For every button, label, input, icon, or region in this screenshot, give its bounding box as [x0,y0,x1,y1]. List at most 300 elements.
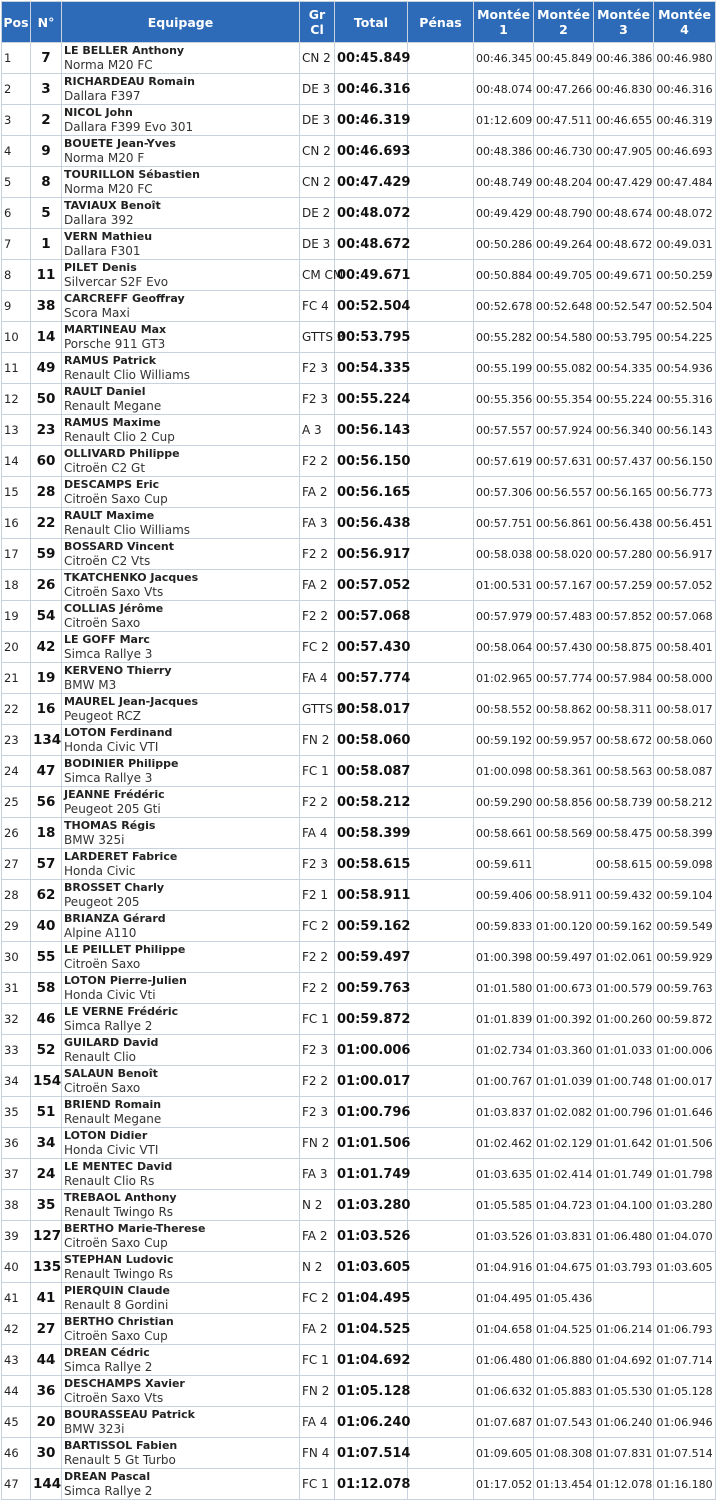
driver-name: LARDERET Fabrice [64,850,178,863]
run-3-time: 00:47.905 [594,136,654,167]
position-cell: 14 [2,446,31,477]
table-row[interactable] [2,632,716,663]
run-2-time: 00:48.790 [534,198,594,229]
car-number-cell: 52 [31,1035,62,1066]
table-row[interactable] [2,1314,716,1345]
run-2-time: 00:58.020 [534,539,594,570]
table-row[interactable] [2,725,716,756]
table-row[interactable] [2,1252,716,1283]
position-cell: 5 [2,167,31,198]
table-row[interactable] [2,694,716,725]
run-2-time: 00:49.705 [534,260,594,291]
driver-name: TKATCHENKO Jacques [64,571,199,584]
run-2-time: 00:58.569 [534,818,594,849]
table-row[interactable] [2,570,716,601]
run-2-time: 00:47.266 [534,74,594,105]
run-2-time: 01:06.880 [534,1345,594,1376]
table-row[interactable] [2,74,716,105]
run-4-time: 00:56.143 [654,415,716,446]
crew-cell [62,198,300,229]
table-row[interactable] [2,911,716,942]
car-number-cell: 34 [31,1128,62,1159]
header-total[interactable]: Total [335,2,408,43]
position-cell: 16 [2,508,31,539]
crew-cell [62,1128,300,1159]
car-model: Honda Civic Vti [64,988,156,1002]
table-row[interactable] [2,1345,716,1376]
car-number-cell: 51 [31,1097,62,1128]
table-row[interactable] [2,663,716,694]
run-2-time: 00:45.849 [534,43,594,74]
driver-name: DESCAMPS Eric [64,478,160,491]
run-4-time: 00:58.060 [654,725,716,756]
penalties-cell [408,446,474,477]
run-3-time: 01:01.749 [594,1159,654,1190]
car-number-cell: 22 [31,508,62,539]
run-3-time: 00:59.162 [594,911,654,942]
penalties-cell [408,787,474,818]
driver-name: BROSSET Charly [64,881,165,894]
table-row[interactable] [2,136,716,167]
run-4-time: 00:58.399 [654,818,716,849]
total-time-cell: 00:56.438 [335,508,408,539]
penalties-cell [408,384,474,415]
table-row[interactable] [2,849,716,880]
driver-name: BERTHO Christian [64,1315,174,1328]
table-row[interactable] [2,477,716,508]
driver-name: MARTINEAU Max [64,323,167,336]
car-model: Citroën C2 Vts [64,554,151,568]
run-3-time: 00:52.547 [594,291,654,322]
group-class-cell: F2 2 [300,973,335,1004]
car-model: BMW M3 [64,678,117,692]
table-row[interactable] [2,601,716,632]
run-3-time: 00:46.655 [594,105,654,136]
table-row[interactable] [2,322,716,353]
run-3-time: 00:58.615 [594,849,654,880]
total-time-cell: 00:53.795 [335,322,408,353]
run-1-time: 00:50.884 [474,260,534,291]
run-2-time: 00:57.483 [534,601,594,632]
penalties-cell [408,1159,474,1190]
group-class-cell: DE 3 [300,105,335,136]
driver-name: BOSSARD Vincent [64,540,175,553]
run-4-time: 00:59.104 [654,880,716,911]
table-row[interactable] [2,105,716,136]
run-1-time: 01:04.495 [474,1283,534,1314]
total-time-cell: 00:59.497 [335,942,408,973]
run-2-time: 00:47.511 [534,105,594,136]
crew-cell [62,1314,300,1345]
table-row[interactable] [2,198,716,229]
table-row[interactable] [2,1376,716,1407]
run-4-time: 01:05.128 [654,1376,716,1407]
run-4-time: 00:59.929 [654,942,716,973]
run-2-time: 01:07.543 [534,1407,594,1438]
run-3-time: 01:00.796 [594,1097,654,1128]
driver-name: MAUREL Jean-Jacques [64,695,198,708]
crew-cell [62,1035,300,1066]
table-row[interactable] [2,43,716,74]
penalties-cell [408,1004,474,1035]
position-cell: 35 [2,1097,31,1128]
crew-cell [62,725,300,756]
car-model: Honda Civic [64,864,136,878]
crew-cell [62,973,300,1004]
table-row[interactable] [2,756,716,787]
table-row[interactable] [2,353,716,384]
total-time-cell: 00:59.162 [335,911,408,942]
crew-cell [62,1376,300,1407]
header-group[interactable]: Gr Cl [300,2,335,43]
car-number-cell: 62 [31,880,62,911]
run-4-time: 00:48.072 [654,198,716,229]
run-4-time: 01:04.070 [654,1221,716,1252]
car-number-cell: 28 [31,477,62,508]
table-row[interactable] [2,942,716,973]
header-run-3[interactable]: Montée 3 [594,2,654,43]
table-row[interactable] [2,1190,716,1221]
run-1-time: 00:57.979 [474,601,534,632]
penalties-cell [408,105,474,136]
header-penalties[interactable]: Pénas [408,2,474,43]
table-row[interactable] [2,880,716,911]
run-3-time [594,1283,654,1314]
table-row[interactable] [2,1035,716,1066]
car-number-cell: 154 [31,1066,62,1097]
run-3-time: 01:04.100 [594,1190,654,1221]
run-3-time: 00:57.852 [594,601,654,632]
group-class-cell: CN 2 [300,136,335,167]
position-cell: 8 [2,260,31,291]
run-3-time: 01:06.214 [594,1314,654,1345]
penalties-cell [408,756,474,787]
crew-cell [62,1469,300,1500]
table-row[interactable] [2,1066,716,1097]
run-2-time: 00:52.648 [534,291,594,322]
driver-name: LOTON Didier [64,1129,148,1142]
penalties-cell [408,601,474,632]
car-number-cell: 50 [31,384,62,415]
run-2-time: 01:00.392 [534,1004,594,1035]
run-1-time: 01:02.462 [474,1128,534,1159]
position-cell: 30 [2,942,31,973]
car-number-cell: 24 [31,1159,62,1190]
car-number-cell: 57 [31,849,62,880]
table-row[interactable] [2,1159,716,1190]
total-time-cell: 01:04.525 [335,1314,408,1345]
position-cell: 29 [2,911,31,942]
run-4-time: 00:54.936 [654,353,716,384]
table-row[interactable] [2,973,716,1004]
penalties-cell [408,291,474,322]
position-cell: 47 [2,1469,31,1500]
position-cell: 42 [2,1314,31,1345]
driver-name: LOTON Pierre-Julien [64,974,187,987]
total-time-cell: 00:48.072 [335,198,408,229]
group-class-cell: FC 2 [300,911,335,942]
run-1-time: 00:48.749 [474,167,534,198]
table-row[interactable] [2,1221,716,1252]
group-class-cell: FA 2 [300,477,335,508]
group-class-cell: FA 4 [300,818,335,849]
car-model: Norma M20 F [64,151,145,165]
run-4-time: 00:52.504 [654,291,716,322]
run-2-time: 00:59.957 [534,725,594,756]
table-row[interactable] [2,1097,716,1128]
run-2-time: 01:04.525 [534,1314,594,1345]
run-2-time: 01:05.436 [534,1283,594,1314]
table-row[interactable] [2,1128,716,1159]
table-row[interactable] [2,1407,716,1438]
run-1-time: 01:03.635 [474,1159,534,1190]
run-1-time: 00:55.282 [474,322,534,353]
car-number-cell: 135 [31,1252,62,1283]
car-number-cell: 46 [31,1004,62,1035]
crew-cell [62,1004,300,1035]
penalties-cell [408,1066,474,1097]
penalties-cell [408,353,474,384]
run-4-time: 01:01.798 [654,1159,716,1190]
penalties-cell [408,942,474,973]
car-model: Renault Megane [64,399,162,413]
crew-cell [62,508,300,539]
table-row[interactable] [2,1438,716,1469]
car-model: Dallara F397 [64,89,141,103]
header-pos[interactable]: Pos [2,2,31,43]
car-model: Citroën Saxo [64,957,141,971]
run-1-time: 01:01.839 [474,1004,534,1035]
crew-cell [62,229,300,260]
run-4-time: 00:46.316 [654,74,716,105]
group-class-cell: F2 3 [300,1035,335,1066]
run-4-time: 00:58.000 [654,663,716,694]
crew-cell [62,1283,300,1314]
penalties-cell [408,415,474,446]
table-row[interactable] [2,291,716,322]
car-number-cell: 1 [31,229,62,260]
penalties-cell [408,694,474,725]
car-number-cell: 42 [31,632,62,663]
run-1-time: 00:46.345 [474,43,534,74]
run-2-time: 01:02.414 [534,1159,594,1190]
car-model: Citroën Saxo [64,1081,141,1095]
crew-cell [62,384,300,415]
car-model: Renault Megane [64,1112,162,1126]
run-2-time: 01:03.831 [534,1221,594,1252]
table-row[interactable] [2,1469,716,1500]
car-number-cell: 38 [31,291,62,322]
group-class-cell: FC 1 [300,1345,335,1376]
run-1-time: 01:06.480 [474,1345,534,1376]
car-model: Renault Twingo Rs [64,1205,174,1219]
run-1-time: 00:58.064 [474,632,534,663]
table-row[interactable] [2,818,716,849]
group-class-cell: F2 2 [300,446,335,477]
driver-name: LE PEILLET Philippe [64,943,186,956]
penalties-cell [408,1252,474,1283]
driver-name: OLLIVARD Philippe [64,447,180,460]
position-cell: 44 [2,1376,31,1407]
penalties-cell [408,1314,474,1345]
crew-cell [62,818,300,849]
position-cell: 31 [2,973,31,1004]
run-2-time: 00:49.264 [534,229,594,260]
car-model: Simca Rallye 2 [64,1360,153,1374]
crew-cell [62,1097,300,1128]
total-time-cell: 01:01.749 [335,1159,408,1190]
header-num[interactable]: N° [31,2,62,43]
crew-cell [62,1221,300,1252]
car-number-cell: 59 [31,539,62,570]
car-model: Dallara F301 [64,244,141,258]
driver-name: BODINIER Philippe [64,757,179,770]
crew-cell [62,1252,300,1283]
total-time-cell: 00:52.504 [335,291,408,322]
car-number-cell: 9 [31,136,62,167]
header-team[interactable]: Equipage [62,2,300,43]
car-number-cell: 23 [31,415,62,446]
run-2-time: 01:02.082 [534,1097,594,1128]
crew-cell [62,694,300,725]
table-row[interactable] [2,1004,716,1035]
table-row[interactable] [2,167,716,198]
table-row[interactable] [2,787,716,818]
crew-cell [62,322,300,353]
run-4-time: 00:57.068 [654,601,716,632]
total-time-cell: 01:03.280 [335,1190,408,1221]
total-time-cell: 00:55.224 [335,384,408,415]
run-4-time: 00:54.225 [654,322,716,353]
car-number-cell: 5 [31,198,62,229]
run-2-time: 00:57.167 [534,570,594,601]
position-cell: 40 [2,1252,31,1283]
driver-name: BOUETE Jean-Yves [64,137,176,150]
driver-name: RAULT Maxime [64,509,155,522]
group-class-cell: FA 2 [300,1314,335,1345]
car-model: Norma M20 FC [64,182,153,196]
run-1-time: 01:00.767 [474,1066,534,1097]
run-3-time: 00:47.429 [594,167,654,198]
run-4-time: 00:46.319 [654,105,716,136]
table-row[interactable] [2,539,716,570]
driver-name: STEPHAN Ludovic [64,1253,174,1266]
table-row[interactable] [2,229,716,260]
table-row[interactable] [2,384,716,415]
run-1-time: 00:49.429 [474,198,534,229]
run-2-time: 00:58.856 [534,787,594,818]
car-number-cell: 19 [31,663,62,694]
driver-name: RAMUS Maxime [64,416,161,429]
car-model: Citroën Saxo Cup [64,1329,168,1343]
position-cell: 17 [2,539,31,570]
header-run-4[interactable]: Montée 4 [654,2,716,43]
table-row[interactable] [2,508,716,539]
car-model: Renault Clio Rs [64,1174,155,1188]
table-row[interactable] [2,260,716,291]
run-3-time: 00:58.311 [594,694,654,725]
run-3-time: 01:00.260 [594,1004,654,1035]
run-1-time: 01:06.632 [474,1376,534,1407]
table-row[interactable] [2,446,716,477]
run-1-time: 01:05.585 [474,1190,534,1221]
total-time-cell: 00:58.399 [335,818,408,849]
car-model: Dallara F399 Evo 301 [64,120,194,134]
car-number-cell: 7 [31,43,62,74]
penalties-cell [408,136,474,167]
run-3-time: 00:46.386 [594,43,654,74]
car-model: Silvercar S2F Evo [64,275,169,289]
position-cell: 33 [2,1035,31,1066]
run-4-time: 00:58.087 [654,756,716,787]
total-time-cell: 01:03.526 [335,1221,408,1252]
run-4-time: 00:56.917 [654,539,716,570]
run-2-time: 01:08.308 [534,1438,594,1469]
group-class-cell: FA 4 [300,663,335,694]
total-time-cell: 00:58.212 [335,787,408,818]
run-1-time: 01:12.609 [474,105,534,136]
crew-cell [62,942,300,973]
total-time-cell: 00:56.917 [335,539,408,570]
position-cell: 34 [2,1066,31,1097]
run-1-time: 01:07.687 [474,1407,534,1438]
crew-cell [62,601,300,632]
run-4-time: 01:06.793 [654,1314,716,1345]
driver-name: RAMUS Patrick [64,354,157,367]
run-3-time: 00:49.671 [594,260,654,291]
run-4-time: 00:56.451 [654,508,716,539]
crew-cell [62,849,300,880]
run-2-time: 01:01.039 [534,1066,594,1097]
run-3-time: 00:58.739 [594,787,654,818]
total-time-cell: 00:49.671 [335,260,408,291]
run-3-time: 01:00.748 [594,1066,654,1097]
driver-name: DESCHAMPS Xavier [64,1377,185,1390]
run-2-time: 01:05.883 [534,1376,594,1407]
run-1-time: 01:09.605 [474,1438,534,1469]
run-1-time: 00:59.290 [474,787,534,818]
run-3-time: 01:07.831 [594,1438,654,1469]
crew-cell [62,1190,300,1221]
table-row[interactable] [2,415,716,446]
car-number-cell: 20 [31,1407,62,1438]
header-run-1[interactable]: Montée 1 [474,2,534,43]
run-2-time: 01:00.673 [534,973,594,1004]
car-model: Renault Clio Williams [64,368,191,382]
run-2-time: 01:03.360 [534,1035,594,1066]
run-1-time: 01:00.531 [474,570,534,601]
run-3-time: 00:58.875 [594,632,654,663]
total-time-cell: 00:46.693 [335,136,408,167]
car-number-cell: 26 [31,570,62,601]
car-model: Simca Rallye 3 [64,647,153,661]
driver-name: SALAUN Benoît [64,1067,158,1080]
run-2-time: 00:55.082 [534,353,594,384]
run-1-time: 00:55.356 [474,384,534,415]
car-model: Alpine A110 [64,926,137,940]
table-row[interactable] [2,1283,716,1314]
group-class-cell: FC 1 [300,1004,335,1035]
car-number-cell: 18 [31,818,62,849]
header-run-2[interactable]: Montée 2 [534,2,594,43]
car-model: Peugeot 205 Gti [64,802,161,816]
group-class-cell: N 2 [300,1190,335,1221]
crew-cell [62,291,300,322]
crew-cell [62,1066,300,1097]
total-time-cell: 00:46.316 [335,74,408,105]
run-2-time: 00:59.497 [534,942,594,973]
penalties-cell [408,632,474,663]
